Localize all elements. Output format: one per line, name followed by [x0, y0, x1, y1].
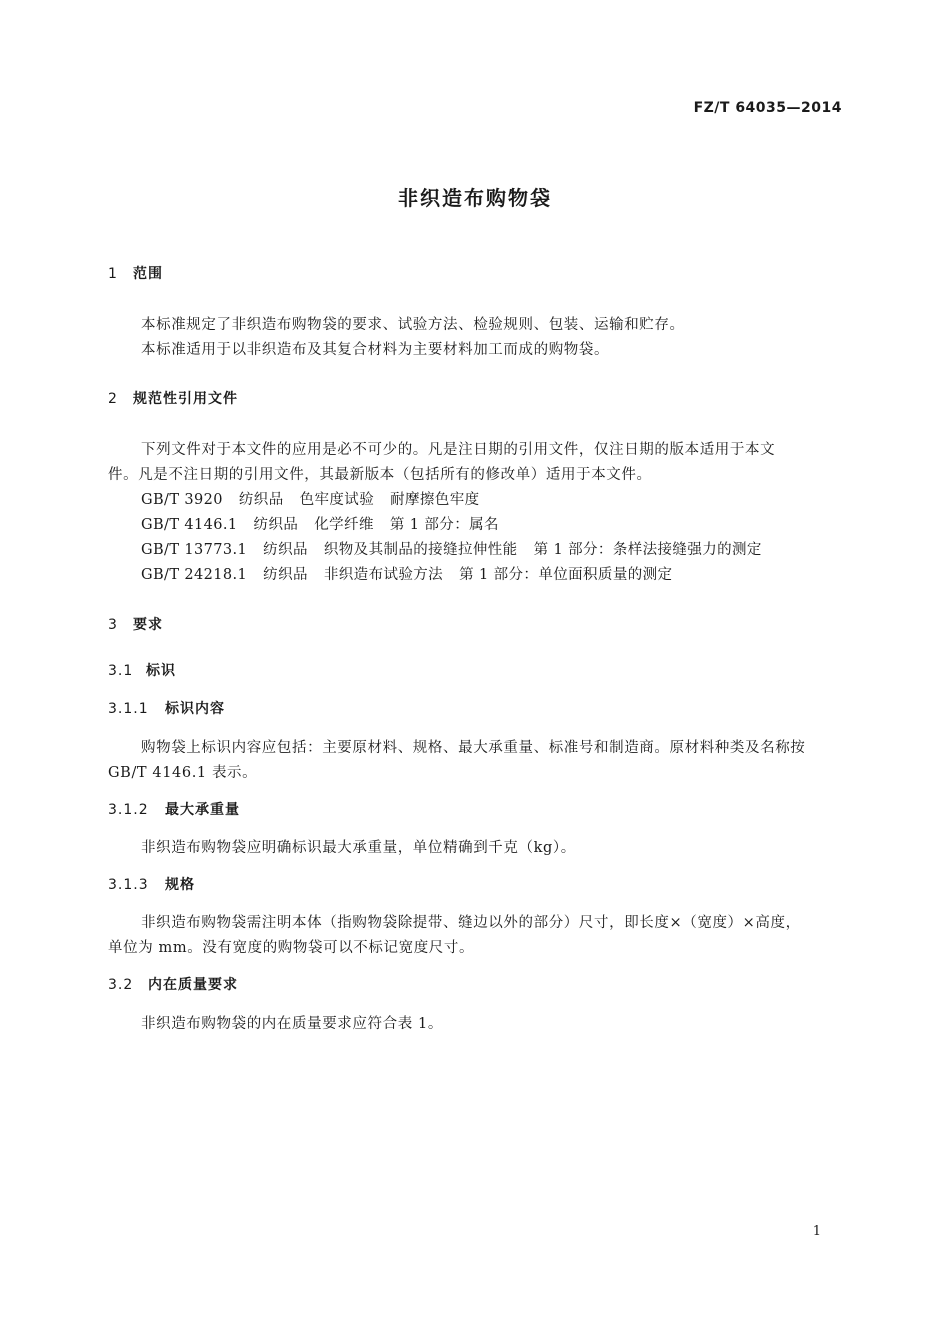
reference-part: 织物及其制品的接缝拉伸性能 [323, 542, 518, 558]
paragraph: 单位为 mm。没有宽度的购物袋可以不标记宽度尺寸。 [108, 940, 475, 956]
reference-part: 第 1 部分：条样法接缝强力的测定 [533, 542, 762, 558]
section-3-1-3-heading [108, 874, 195, 894]
reference-code: GB/T 24218.1 [141, 567, 248, 583]
paragraph: 购物袋上标识内容应包括：主要原材料、规格、最大承重量、标准号和制造商。原材料种类及名称按 [141, 740, 806, 756]
section-number: 3 [108, 617, 118, 633]
section-number: 3.2 [108, 977, 134, 993]
reference-part: 纺织品 [263, 542, 308, 558]
reference-part: 纺织品 [263, 567, 308, 583]
reference-part: 非织造布试验方法 [323, 567, 444, 583]
paragraph: 本标准适用于以非织造布及其复合材料为主要材料加工而成的购物袋。 [141, 342, 610, 358]
standard-number: FZ/T 64035—2014 [693, 100, 842, 116]
paragraph: 非织造布购物袋的内在质量要求应符合表 1。 [141, 1016, 443, 1032]
section-title: 标识内容 [165, 701, 225, 717]
reference-code: GB/T 4146.1 [141, 517, 238, 533]
paragraph: 非织造布购物袋应明确标识最大承重量，单位精确到千克（kg）。 [141, 840, 576, 856]
reference-code: GB/T 3920 [141, 492, 223, 508]
reference-part: 色牢度试验 [299, 492, 375, 508]
section-3-2-heading [108, 974, 238, 994]
reference-item [141, 488, 480, 509]
reference-part: 纺织品 [253, 517, 299, 533]
section-2-heading [108, 388, 238, 408]
section-title: 规格 [165, 877, 195, 893]
reference-item [141, 563, 672, 584]
section-title: 最大承重量 [165, 802, 240, 818]
section-number: 3.1.3 [108, 877, 149, 893]
section-title: 规范性引用文件 [133, 391, 238, 407]
reference-part: 纺织品 [238, 492, 284, 508]
section-title: 要求 [133, 617, 163, 633]
section-3-1-1-heading [108, 698, 225, 718]
paragraph: 下列文件对于本文件的应用是必不可少的。凡是注日期的引用文件，仅注日期的版本适用于本文 [141, 442, 776, 458]
paragraph: 本标准规定了非织造布购物袋的要求、试验方法、检验规则、包装、运输和贮存。 [141, 317, 685, 333]
section-title: 范围 [133, 266, 163, 282]
section-number: 2 [108, 391, 118, 407]
reference-code: GB/T 13773.1 [141, 542, 248, 558]
section-number: 3.1.1 [108, 701, 149, 717]
paragraph: GB/T 4146.1 表示。 [108, 765, 258, 781]
section-3-heading [108, 614, 163, 634]
section-number: 3.1.2 [108, 802, 149, 818]
document-title: 非织造布购物袋 [398, 186, 552, 210]
section-3-1-2-heading [108, 799, 240, 819]
page-number: 1 [812, 1224, 821, 1239]
section-3-1-heading [108, 660, 176, 680]
reference-part: 第 1 部分：单位面积质量的测定 [459, 567, 673, 583]
paragraph: 件。凡是不注日期的引用文件，其最新版本（包括所有的修改单）适用于本文件。 [108, 467, 652, 483]
reference-part: 化学纤维 [314, 517, 374, 533]
reference-item [141, 538, 762, 559]
section-number: 3.1 [108, 663, 134, 679]
paragraph: 非织造布购物袋需注明本体（指购物袋除提带、缝边以外的部分）尺寸，即长度×（宽度）×高度， [141, 915, 801, 931]
section-number: 1 [108, 266, 118, 282]
reference-part: 耐摩擦色牢度 [390, 492, 480, 508]
reference-part: 第 1 部分：属名 [389, 517, 499, 533]
section-title: 内在质量要求 [148, 977, 238, 993]
section-1-heading [108, 263, 163, 283]
section-title: 标识 [146, 663, 176, 679]
reference-item [141, 513, 499, 534]
